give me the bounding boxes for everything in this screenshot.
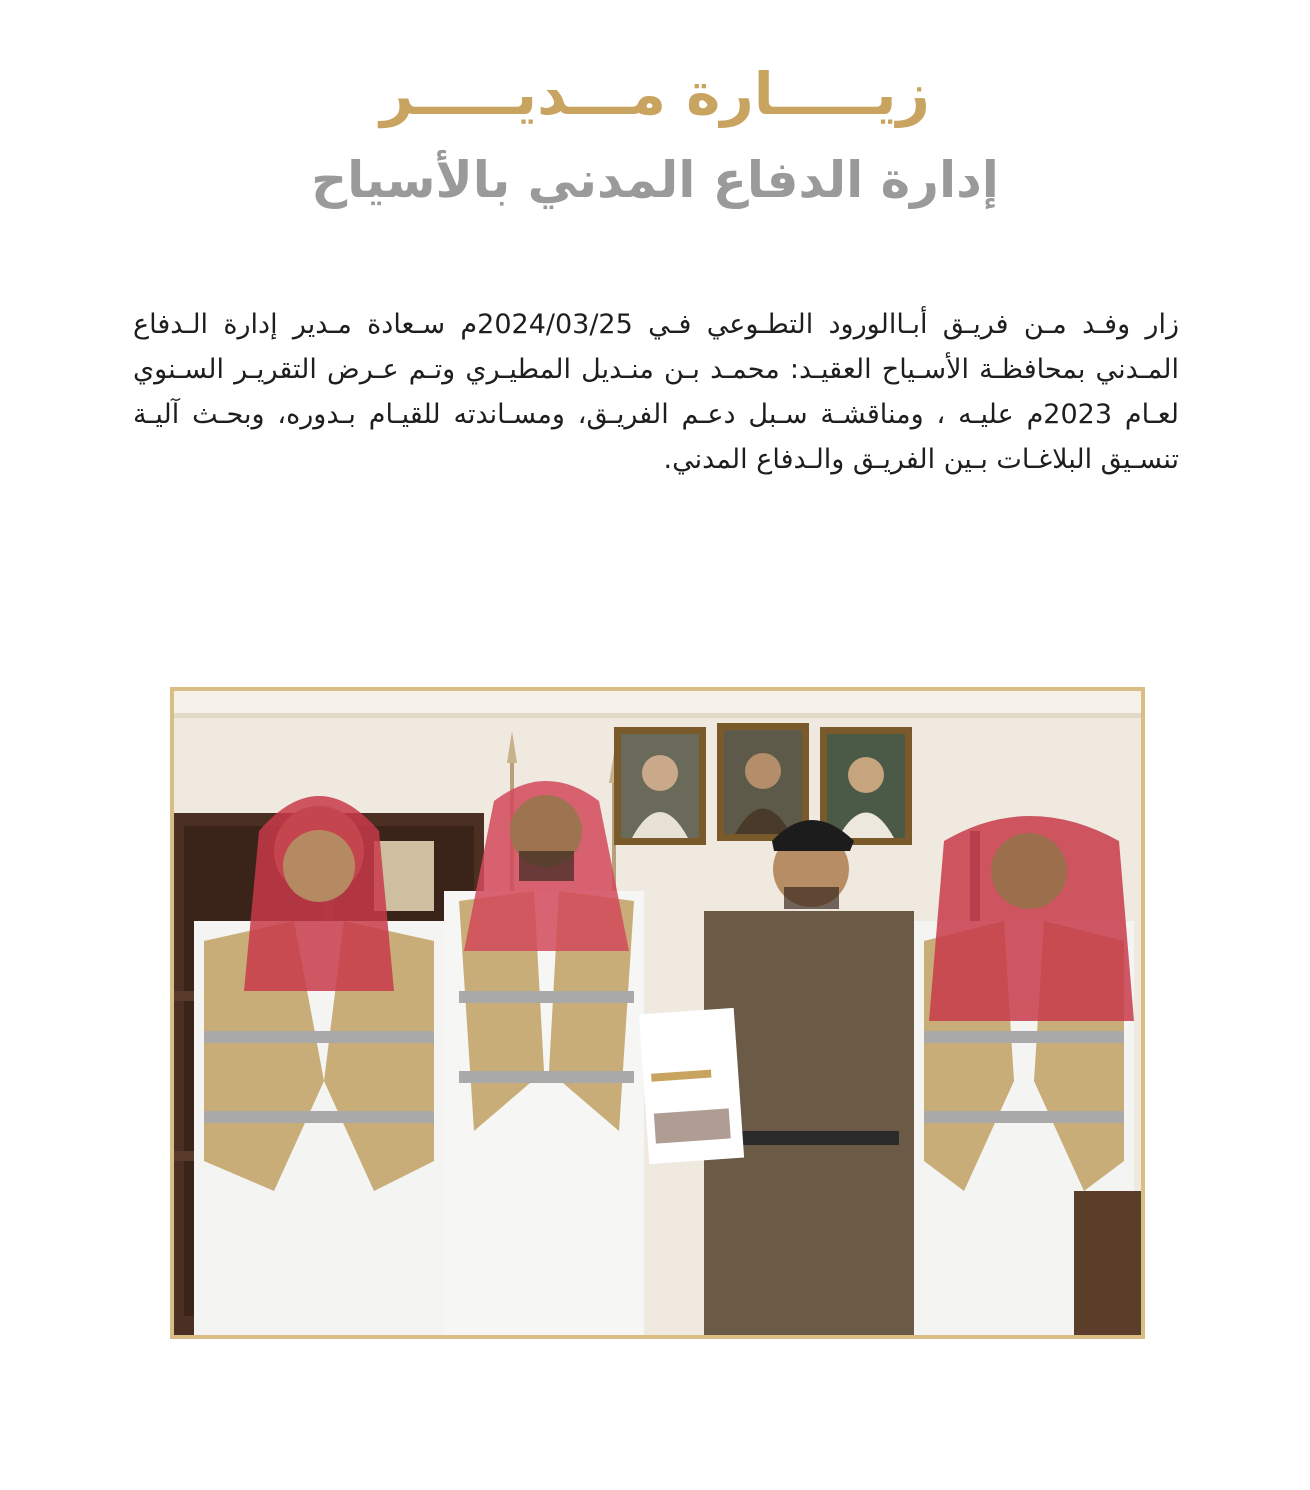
report-document xyxy=(639,1008,744,1164)
article-paragraph: زار وفـد مـن فريـق أبـاالورود التطـوعي فـي 2024/03/25م سـعادة مـدير إدارة الـدفاع المـدني بمحافظـة الأسـياح العقيـد: محمـد بـن منـديل المطيـري وتـم عـرض التقريـر السـنوي لعـام 2023م عليـه ، ومناقشـة سـبل دعـم الفريـق، ومسـاندته للقيـام بـدوره، وبحـث آليـة تنسـيق البلاغـات بـين الفريـق والـدفاع المدني. xyxy=(133,309,1179,475)
wall-portraits xyxy=(614,723,912,845)
group-photo xyxy=(170,687,1145,1339)
photo-illustration xyxy=(174,691,1141,1335)
page-subtitle: إدارة الدفاع المدني بالأسياح xyxy=(311,151,999,209)
page-title: زيـــــارة مـــديـــــر xyxy=(380,60,930,128)
